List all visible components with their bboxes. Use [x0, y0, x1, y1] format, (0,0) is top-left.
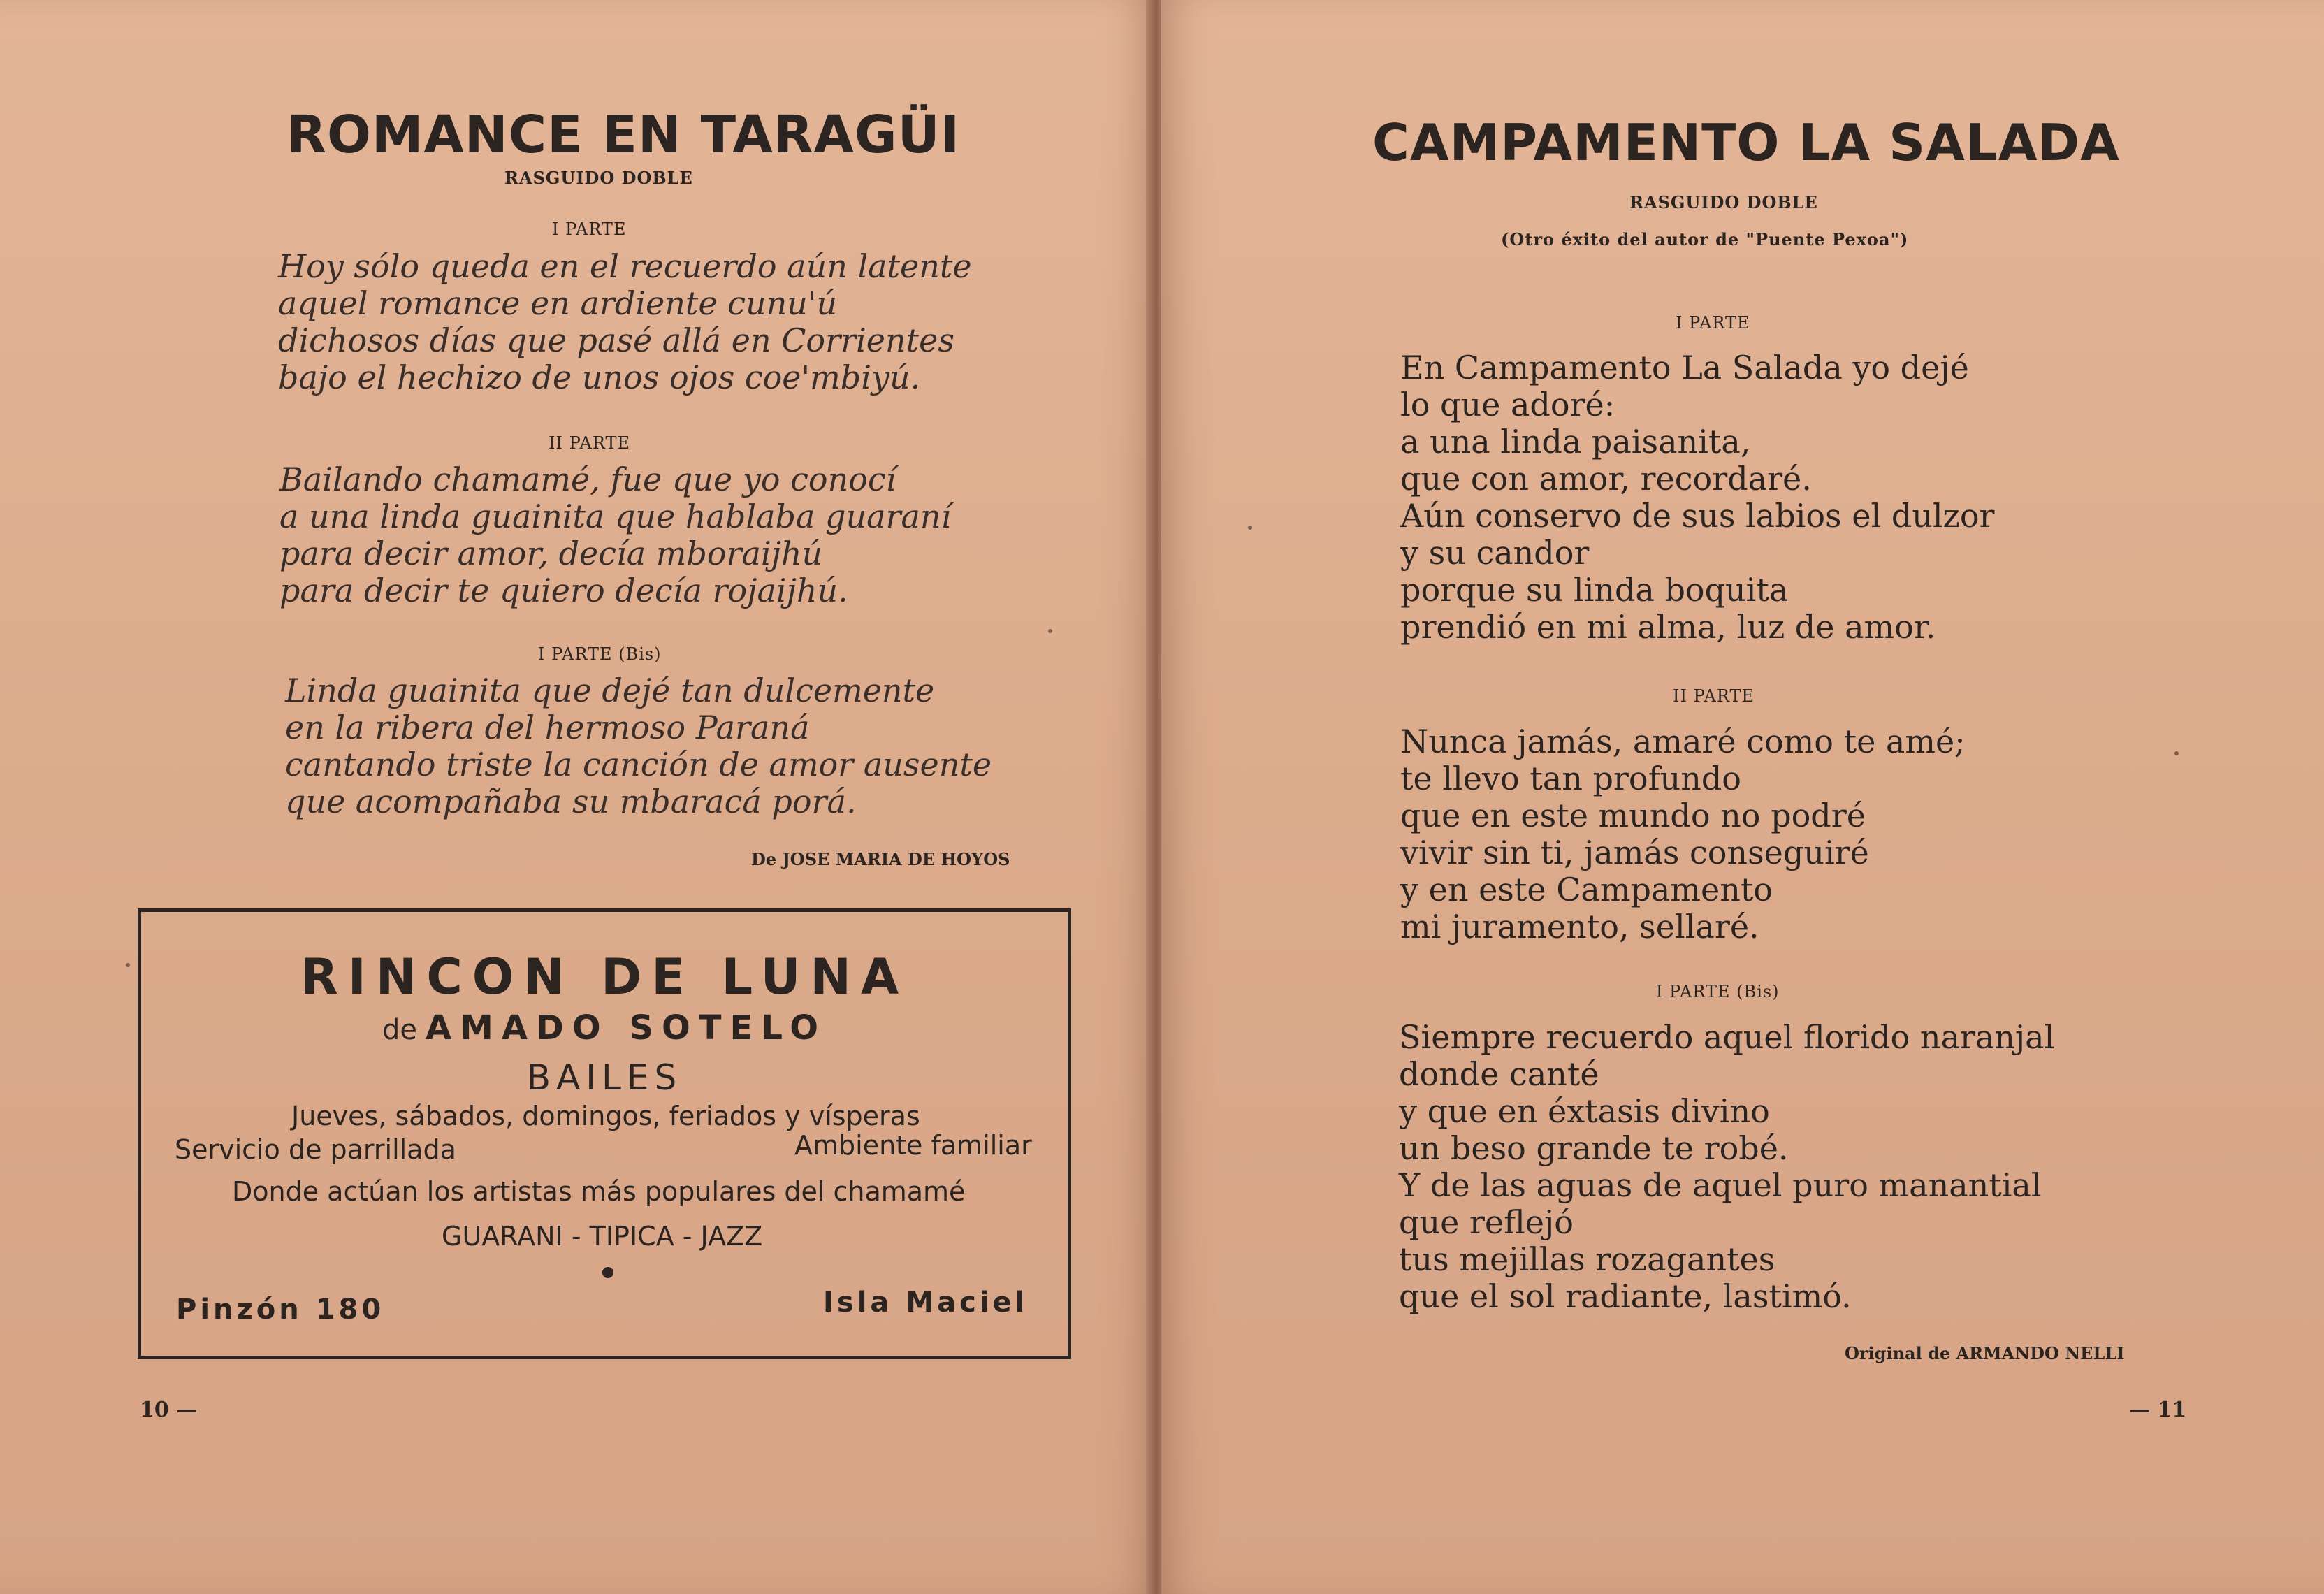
verse-line: Nunca jamás, amaré como te amé; — [1400, 723, 1966, 760]
verse-line: bajo el hechizo de unos ojos coe'mbiyú. — [278, 358, 921, 396]
ad-event: BAILES — [526, 1057, 683, 1098]
verse-line: En Campamento La Salada yo dejé — [1400, 349, 1969, 386]
verse-line: porque su linda boquita — [1400, 571, 1789, 609]
section-label: I PARTE — [552, 219, 627, 239]
ad-title: RINCON DE LUNA — [300, 948, 909, 1006]
section-label: I PARTE — [1676, 313, 1750, 333]
verse-block — [1400, 723, 1966, 945]
verse-block — [285, 672, 992, 820]
ad-owner-prefix: de — [382, 1014, 417, 1046]
verse-line: para decir te quiero decía rojaijhú. — [279, 572, 848, 609]
verse-line: y que en éxtasis divino — [1399, 1092, 1770, 1130]
verse-line: Siempre recuerdo aquel florido naranjal — [1399, 1018, 2055, 1056]
ad-bullet — [602, 1267, 613, 1278]
song-author: Original de ARMANDO NELLI — [1845, 1343, 2125, 1363]
ad-address: Pinzón 180 — [176, 1294, 385, 1326]
song-note: (Otro éxito del autor de "Puente Pexoa") — [1501, 229, 1909, 249]
ad-schedule: Jueves, sábados, domingos, feriados y vísperas — [291, 1101, 920, 1131]
verse-line: Y de las aguas de aquel puro manantial — [1399, 1166, 2042, 1204]
verse-line: donde canté — [1399, 1055, 1599, 1093]
verse-line: a una linda paisanita, — [1400, 423, 1751, 461]
page-number: 10 — — [140, 1398, 198, 1422]
verse-line: y su candor — [1400, 534, 1590, 572]
verse-line: para decir amor, decía mboraijhú — [279, 535, 823, 572]
song-title: ROMANCE EN TARAGÜI — [286, 105, 961, 165]
verse-line: aquel romance en ardiente cunu'ú — [278, 284, 838, 322]
advertisement-box — [138, 908, 1071, 1359]
verse-line: Bailando chamamé, fue que yo conocí — [279, 461, 896, 498]
section-label: I PARTE (Bis) — [1656, 982, 1780, 1001]
verse-line: que el sol radiante, lastimó. — [1399, 1277, 1852, 1315]
verse-line: en la ribera del hermoso Paraná — [285, 709, 810, 746]
ad-owner-line — [141, 1008, 1068, 1048]
verse-line: un beso grande te robé. — [1399, 1129, 1789, 1167]
verse-block — [279, 461, 951, 609]
song-genre: RASGUIDO DOBLE — [1629, 192, 1818, 212]
verse-block — [1399, 1019, 2054, 1315]
ad-ambience: Ambiente familiar — [794, 1130, 1032, 1161]
ad-music: GUARANI - TIPICA - JAZZ — [442, 1221, 763, 1252]
verse-line: lo que adoré: — [1400, 386, 1615, 423]
section-label: II PARTE — [549, 433, 631, 453]
verse-line: cantando triste la canción de amor ausente — [285, 746, 992, 783]
verse-line: a una linda guainita que hablaba guaraní — [279, 498, 952, 535]
verse-line: te llevo tan profundo — [1400, 760, 1741, 797]
verse-line: Linda guainita que dejé tan dulcemente — [285, 672, 935, 709]
verse-block — [278, 248, 972, 396]
verse-line: que acompañaba su mbaracá porá. — [285, 783, 857, 820]
verse-line: que en este mundo no podré — [1400, 797, 1866, 834]
verse-line: tus mejillas rozagantes — [1399, 1240, 1775, 1278]
paper-speck — [1048, 629, 1052, 633]
verse-line: y en este Campamento — [1400, 871, 1773, 908]
verse-line: que con amor, recordaré. — [1400, 460, 1812, 498]
song-title: CAMPAMENTO LA SALADA — [1372, 113, 2120, 172]
left-page — [0, 0, 1153, 1594]
verse-line: Hoy sólo queda en el recuerdo aún latente — [278, 247, 972, 285]
verse-line: dichosos días que pasé allá en Corrientes — [278, 321, 954, 359]
verse-block — [1400, 349, 1995, 646]
verse-line: mi juramento, sellaré. — [1400, 908, 1759, 945]
right-page — [1161, 0, 2324, 1594]
verse-line: prendió en mi alma, luz de amor. — [1400, 608, 1936, 646]
ad-location: Isla Maciel — [823, 1287, 1029, 1319]
paper-speck — [126, 963, 130, 967]
ad-owner: AMADO SOTELO — [425, 1008, 827, 1048]
section-label: I PARTE (Bis) — [538, 644, 662, 664]
paper-speck — [2174, 751, 2179, 755]
ad-artists: Donde actúan los artistas más populares del chamamé — [232, 1176, 966, 1207]
section-label: II PARTE — [1673, 686, 1755, 706]
verse-line: Aún conservo de sus labios el dulzor — [1400, 497, 1995, 535]
verse-line: vivir sin ti, jamás conseguiré — [1400, 834, 1869, 871]
verse-line: que reflejó — [1399, 1203, 1574, 1241]
ad-service: Servicio de parrillada — [175, 1134, 456, 1165]
page-number: — 11 — [2129, 1398, 2187, 1422]
song-author: De JOSE MARIA DE HOYOS — [751, 849, 1010, 869]
song-genre: RASGUIDO DOBLE — [504, 168, 693, 188]
paper-speck — [1248, 526, 1252, 530]
